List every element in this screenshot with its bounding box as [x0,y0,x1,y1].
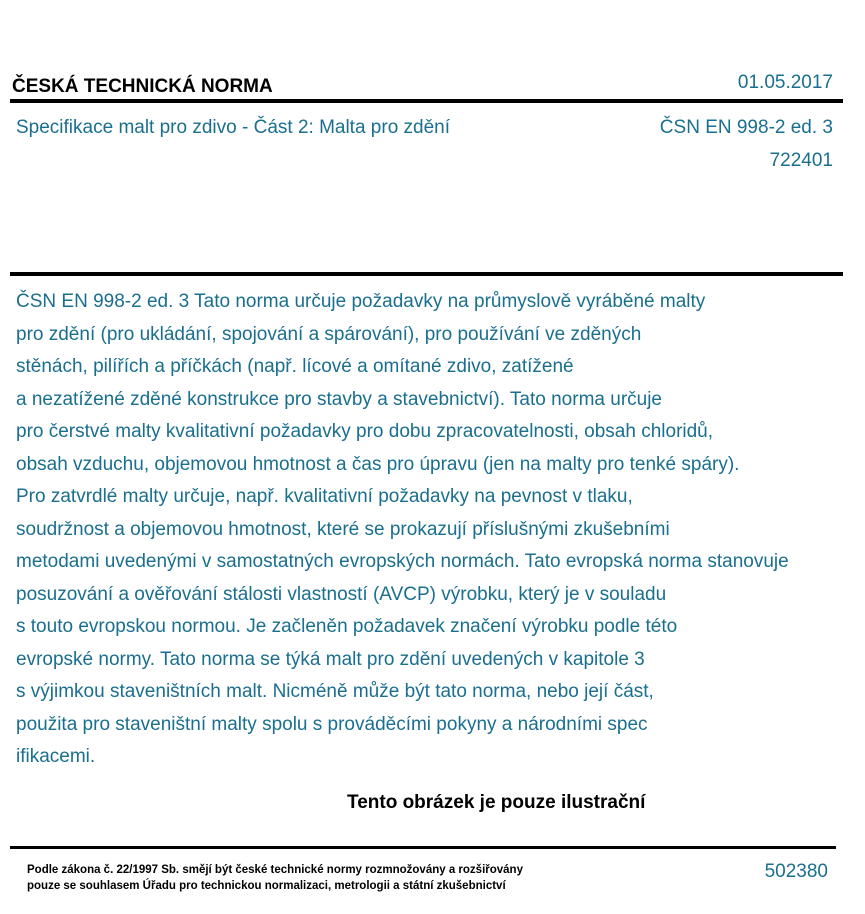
abstract-line: metodami uvedenými v samostatných evropských normách. Tato evropská norma stanovuje [16,551,789,572]
abstract-text [16,286,865,774]
abstract-line: soudržnost a objemovou hmotnost, které se prokazují příslušnými zkušebními [16,518,670,540]
document-code: ČSN EN 998-2 ed. 3 [659,117,833,138]
illustration-note: Tento obrázek je pouze ilustrační [347,792,646,813]
abstract-line: použita pro staveništní malty spolu s prováděcími pokyny a národními spec [16,713,648,735]
section-divider [10,272,843,276]
abstract-line: pro zdění (pro ukládání, spojování a spárování), pro používání ve zděných [16,323,642,345]
header-divider [10,99,843,103]
abstract-line: posuzování a ověřování stálosti vlastností (AVCP) výrobku, který je v souladu [16,583,667,605]
abstract-line: pro čerstvé malty kvalitativní požadavky pro dobu zpracovatelnosti, obsah chloridů, [16,421,714,442]
publication-date: 01.05.2017 [737,72,833,93]
legal-notice-line: pouze se souhlasem Úřadu pro technickou normalizaci, metrologii a státní zkušebnictví [27,880,506,892]
legal-notice-line: Podle zákona č. 22/1997 Sb. smějí být české technické normy rozmnožovány a rozšiřovány [27,864,523,876]
abstract-line: ifikacemi. [16,746,96,767]
document-title: Specifikace malt pro zdivo - Část 2: Malta pro zdění [16,117,451,138]
abstract-line: evropské normy. Tato norma se týká malt pro zdění uvedených v kapitole 3 [16,648,645,670]
standard-heading: ČESKÁ TECHNICKÁ NORMA [12,76,273,97]
abstract-line: a nezatížené zděné konstrukce pro stavby a stavebnictví). Tato norma určuje [16,388,662,410]
document-number: 502380 [764,861,828,882]
footer-divider [10,846,836,849]
abstract-line: obsah vzduchu, objemovou hmotnost a čas pro úpravu (jen na malty pro tenké spáry). [16,453,740,475]
abstract-line: s výjimkou staveništních malt. Nicméně může být tato norma, nebo její část, [16,681,654,702]
abstract-line: s touto evropskou normou. Je začleněn požadavek značení výrobku podle této [16,616,678,637]
abstract-line: ČSN EN 998-2 ed. 3 Tato norma určuje požadavky na průmyslově vyráběné malty [16,291,706,312]
abstract-line: stěnách, pilířích a příčkách (např. lícové a omítané zdivo, zatížené [16,356,574,377]
legal-notice [27,862,523,894]
abstract-line: Pro zatvrdlé malty určuje, např. kvalitativní požadavky na pevnost v tlaku, [16,486,633,507]
classification-number: 722401 [769,150,833,171]
